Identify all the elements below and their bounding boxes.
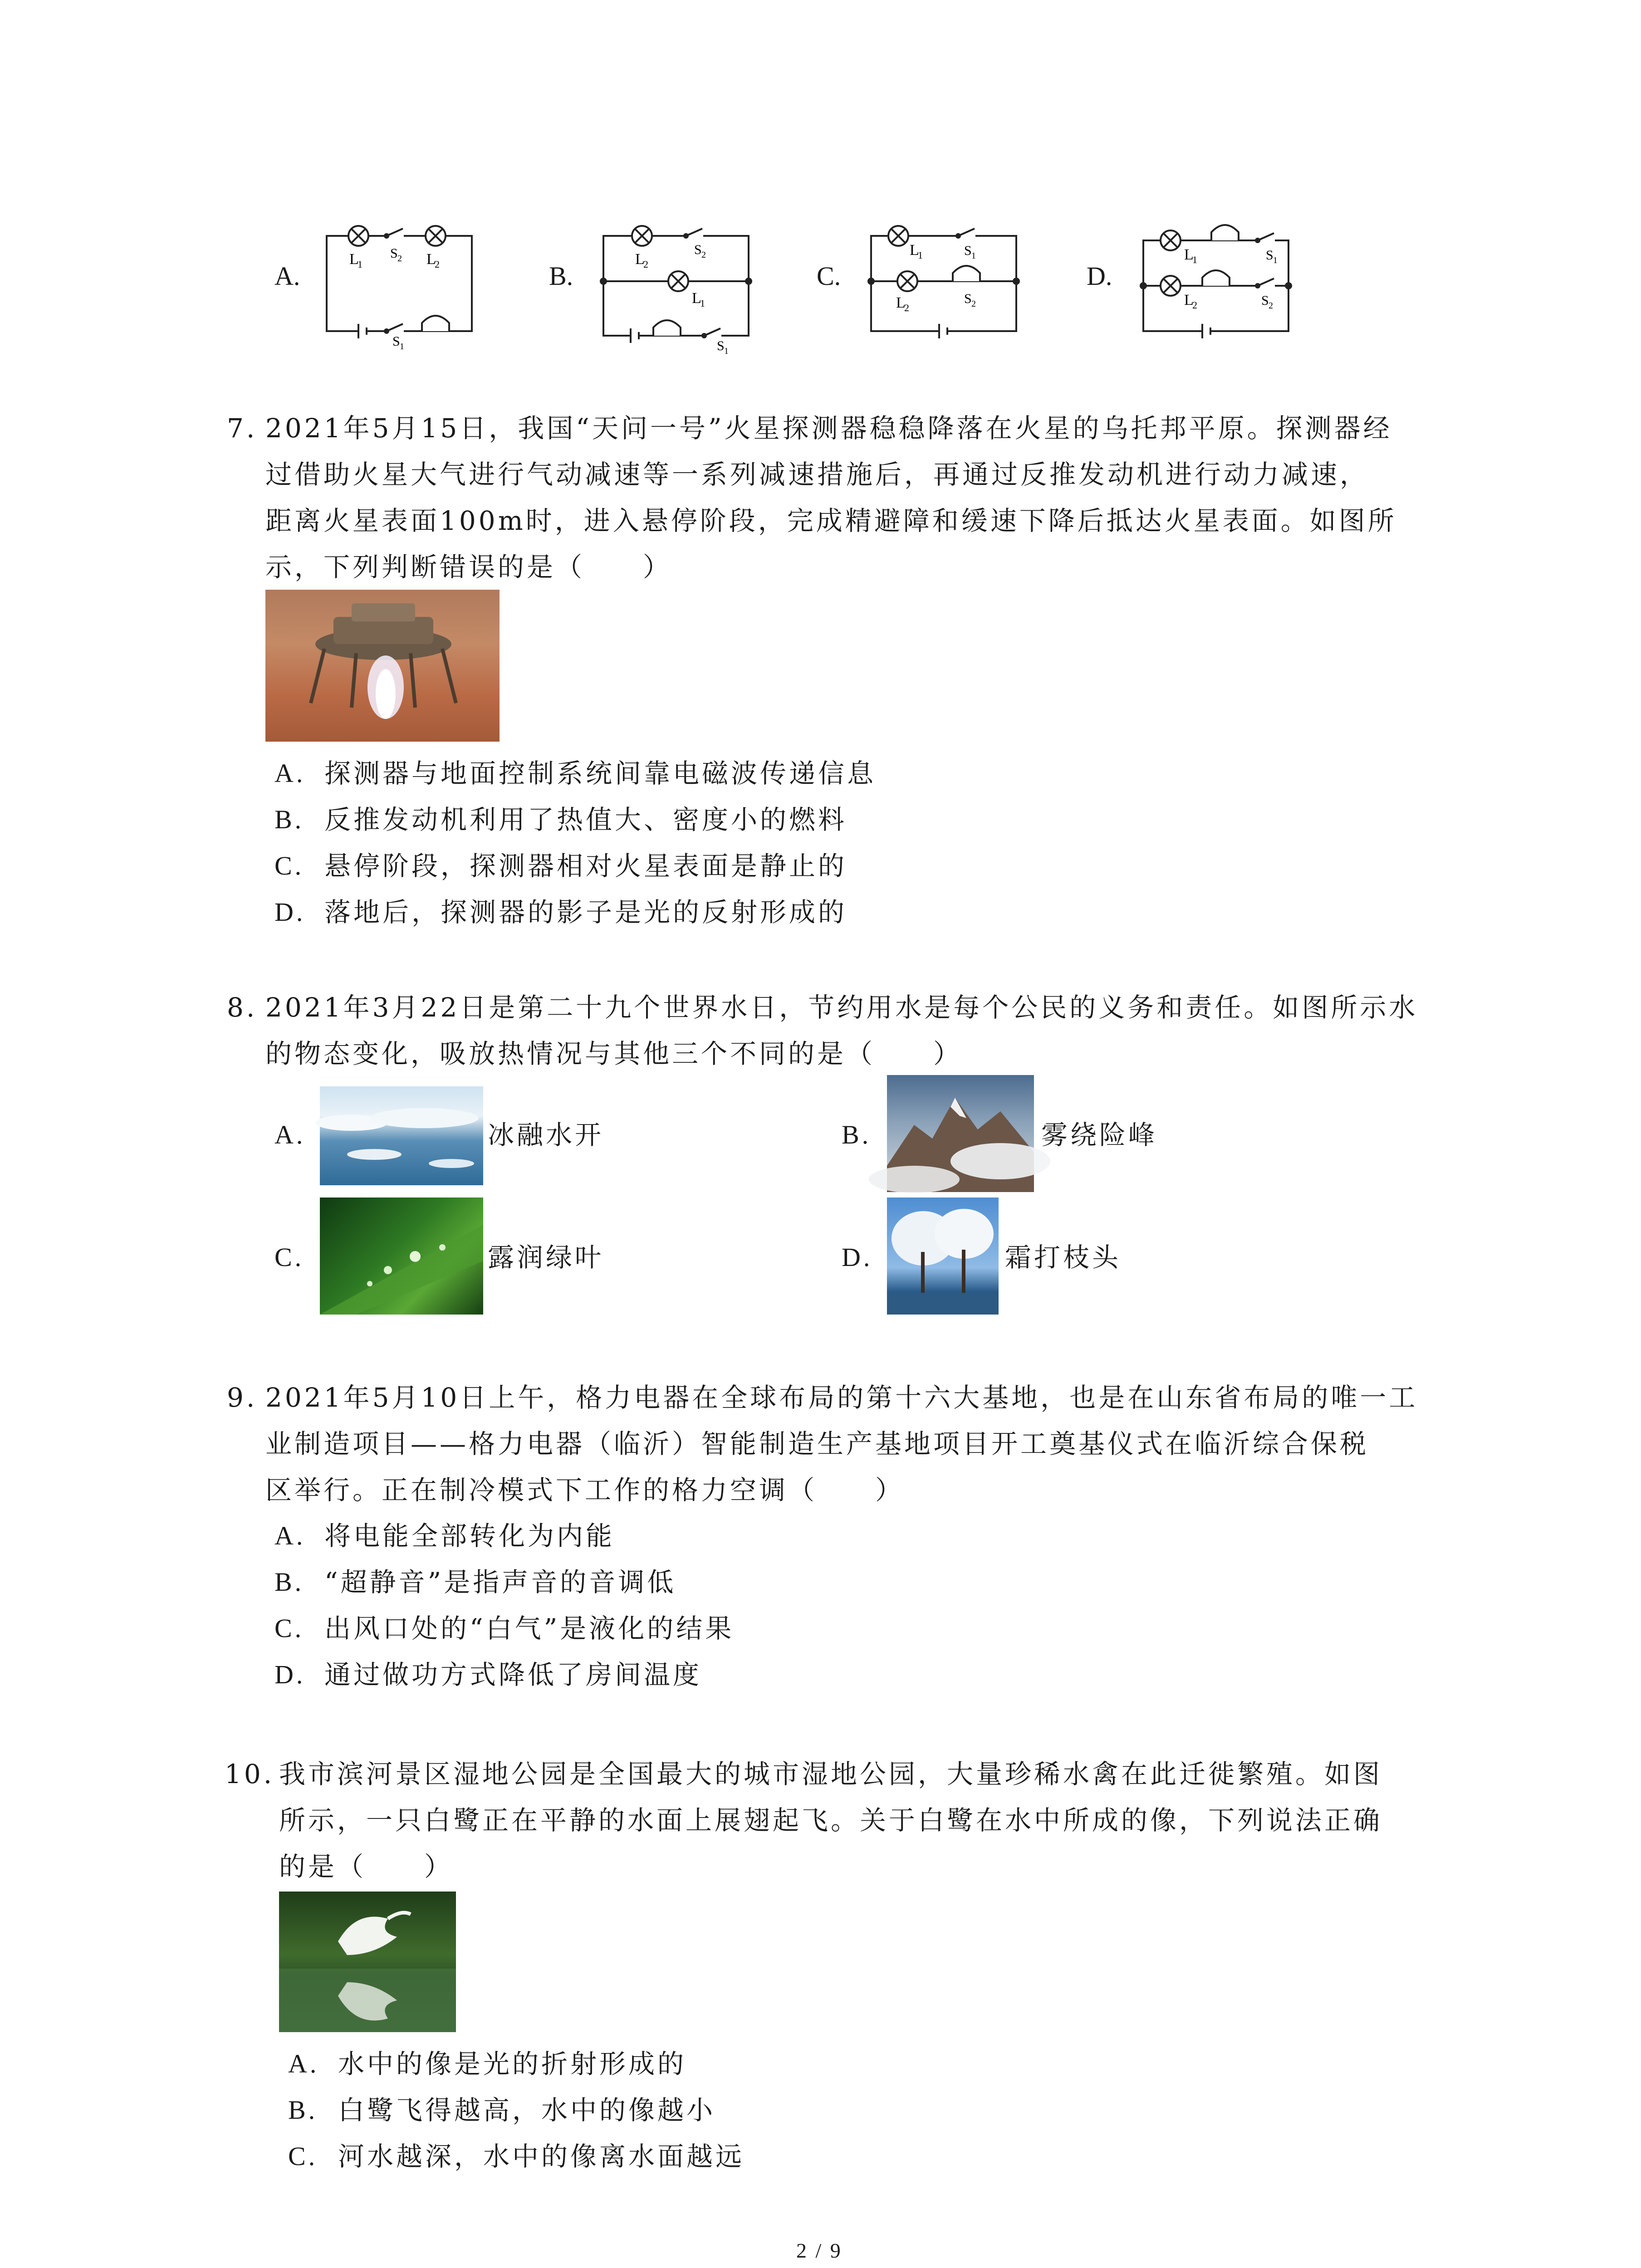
- q10-option-a-text: 水中的像是光的折射形成的: [338, 2048, 687, 2079]
- question-7-number: 7.: [227, 413, 258, 444]
- q8-option-d-text: 霜打枝头: [1005, 1242, 1122, 1273]
- dew-leaf-image: [320, 1198, 483, 1315]
- mist-peak-image: [887, 1075, 1034, 1192]
- question-8-line-2: 的物态变化，吸放热情况与其他三个不同的是（ ）: [265, 1038, 963, 1069]
- svg-text:1: 1: [400, 342, 404, 352]
- frost-branches-image: [887, 1198, 999, 1315]
- q10-option-a-label: A.: [288, 2049, 319, 2078]
- svg-text:S: S: [392, 334, 400, 349]
- svg-text:S: S: [694, 242, 702, 257]
- q7-option-b-text: 反推发动机利用了热值大、密度小的燃料: [324, 804, 847, 835]
- q9-option-d-text: 通过做功方式降低了房间温度: [324, 1659, 702, 1690]
- svg-text:L: L: [1184, 292, 1194, 308]
- q10-option-b-text: 白鹭飞得越高，水中的像越小: [338, 2095, 716, 2126]
- svg-text:2: 2: [1192, 299, 1197, 311]
- question-9-number: 9.: [227, 1382, 258, 1413]
- svg-text:S: S: [390, 246, 398, 261]
- svg-text:2: 2: [1269, 301, 1273, 311]
- svg-text:L: L: [349, 251, 359, 268]
- q8-option-a-label: A.: [274, 1120, 306, 1149]
- question-7-line-3: 距离火星表面100m时，进入悬停阶段，完成精避障和缓速下降后抵达火星表面。如图所: [265, 505, 1397, 536]
- q10-option-b-label: B.: [288, 2095, 318, 2125]
- q7-option-c-label: C.: [274, 851, 304, 880]
- circuit-option-c-label: C.: [817, 261, 841, 291]
- q7-option-d-label: D.: [274, 897, 306, 927]
- q9-option-b-label: B.: [274, 1567, 304, 1597]
- svg-text:L: L: [692, 290, 701, 307]
- svg-text:1: 1: [1192, 254, 1197, 265]
- question-10-line-1: 我市滨河景区湿地公园是全国最大的城市湿地公园，大量珍稀水禽在此迁徙繁殖。如图: [279, 1759, 1383, 1789]
- svg-text:2: 2: [435, 259, 440, 270]
- circuit-option-b-label: B.: [549, 261, 573, 291]
- q7-option-a-label: A.: [274, 758, 306, 788]
- svg-text:2: 2: [701, 250, 706, 260]
- question-7-line-4: 示，下列判断错误的是（ ）: [265, 552, 672, 582]
- egret-reflection-image: [279, 1892, 456, 2032]
- q9-option-a-text: 将电能全部转化为内能: [324, 1520, 615, 1551]
- circuit-diagram-a: [318, 222, 481, 352]
- q9-option-c-text: 出风口处的“白气”是液化的结果: [324, 1613, 735, 1644]
- q9-option-a-label: A.: [274, 1521, 306, 1550]
- svg-text:S: S: [1266, 248, 1274, 263]
- circuit-diagram-b: [594, 222, 758, 356]
- circuit-diagram-c: [862, 222, 1025, 345]
- circuit-diagram-d: [1134, 222, 1298, 345]
- q8-option-c-text: 露润绿叶: [488, 1242, 604, 1273]
- svg-text:1: 1: [971, 251, 976, 261]
- q7-option-c-text: 悬停阶段，探测器相对火星表面是静止的: [324, 850, 847, 881]
- question-7-line-2: 过借助火星大气进行气动减速等一系列减速措施后，再通过反推发动机进行动力减速，: [265, 459, 1369, 490]
- q7-option-d-text: 落地后，探测器的影子是光的反射形成的: [324, 897, 847, 928]
- question-9-line-2: 业制造项目——格力电器（临沂）智能制造生产基地项目开工奠基仪式在临沂综合保税: [265, 1428, 1369, 1459]
- mars-lander-image: [265, 590, 500, 742]
- svg-text:S: S: [717, 338, 725, 353]
- circuit-option-a-label: A.: [274, 261, 300, 291]
- svg-text:S: S: [964, 291, 972, 306]
- question-8-line-1: 2021年3月22日是第二十九个世界水日，节约用水是每个公民的义务和责任。如图所示水: [265, 992, 1418, 1023]
- page-number: 2 / 9: [796, 2239, 843, 2262]
- q10-option-c-text: 河水越深，水中的像离水面越远: [338, 2141, 745, 2172]
- svg-text:S: S: [964, 243, 972, 258]
- q7-option-a-text: 探测器与地面控制系统间靠电磁波传递信息: [324, 758, 877, 789]
- svg-text:1: 1: [1273, 255, 1278, 265]
- svg-text:S: S: [1261, 293, 1269, 308]
- circuit-option-d-label: D.: [1087, 261, 1112, 291]
- svg-text:2: 2: [643, 259, 648, 270]
- svg-text:L: L: [1184, 246, 1194, 263]
- q8-option-d-label: D.: [842, 1242, 873, 1272]
- q8-option-c-label: C.: [274, 1242, 304, 1272]
- svg-text:1: 1: [724, 346, 729, 356]
- svg-text:L: L: [426, 251, 436, 268]
- q8-option-b-label: B.: [842, 1120, 872, 1149]
- svg-text:1: 1: [700, 298, 705, 309]
- q9-option-b-text: “超静音”是指声音的音调低: [324, 1567, 676, 1598]
- question-7-line-1: 2021年5月15日，我国“天问一号”火星探测器稳稳降落在火星的乌托邦平原。探测器经: [265, 413, 1392, 444]
- svg-text:2: 2: [397, 254, 402, 264]
- question-10-number: 10.: [225, 1759, 275, 1789]
- question-9-line-1: 2021年5月10日上午，格力电器在全球布局的第十六大基地，也是在山东省布局的唯一工: [265, 1382, 1418, 1413]
- question-9-line-3: 区举行。正在制冷模式下工作的格力空调（ ）: [265, 1475, 905, 1505]
- question-10-line-2: 所示，一只白鹭正在平静的水面上展翅起飞。关于白鹭在水中所成的像，下列说法正确: [279, 1805, 1383, 1836]
- ice-melting-image: [320, 1086, 483, 1185]
- svg-text:L: L: [910, 242, 919, 259]
- q10-option-c-label: C.: [288, 2141, 318, 2171]
- q7-option-b-label: B.: [274, 805, 304, 834]
- q9-option-d-label: D.: [274, 1660, 306, 1689]
- svg-text:L: L: [896, 294, 906, 311]
- svg-text:2: 2: [904, 302, 909, 313]
- q8-option-b-text: 雾绕险峰: [1041, 1119, 1158, 1150]
- q9-option-c-label: C.: [274, 1613, 304, 1643]
- svg-text:1: 1: [358, 259, 362, 270]
- svg-text:1: 1: [918, 249, 923, 261]
- q8-option-a-text: 冰融水开: [488, 1119, 604, 1150]
- question-8-number: 8.: [227, 992, 258, 1023]
- svg-text:2: 2: [971, 299, 976, 309]
- question-10-line-3: 的是（ ）: [279, 1851, 454, 1882]
- svg-text:L: L: [635, 251, 645, 268]
